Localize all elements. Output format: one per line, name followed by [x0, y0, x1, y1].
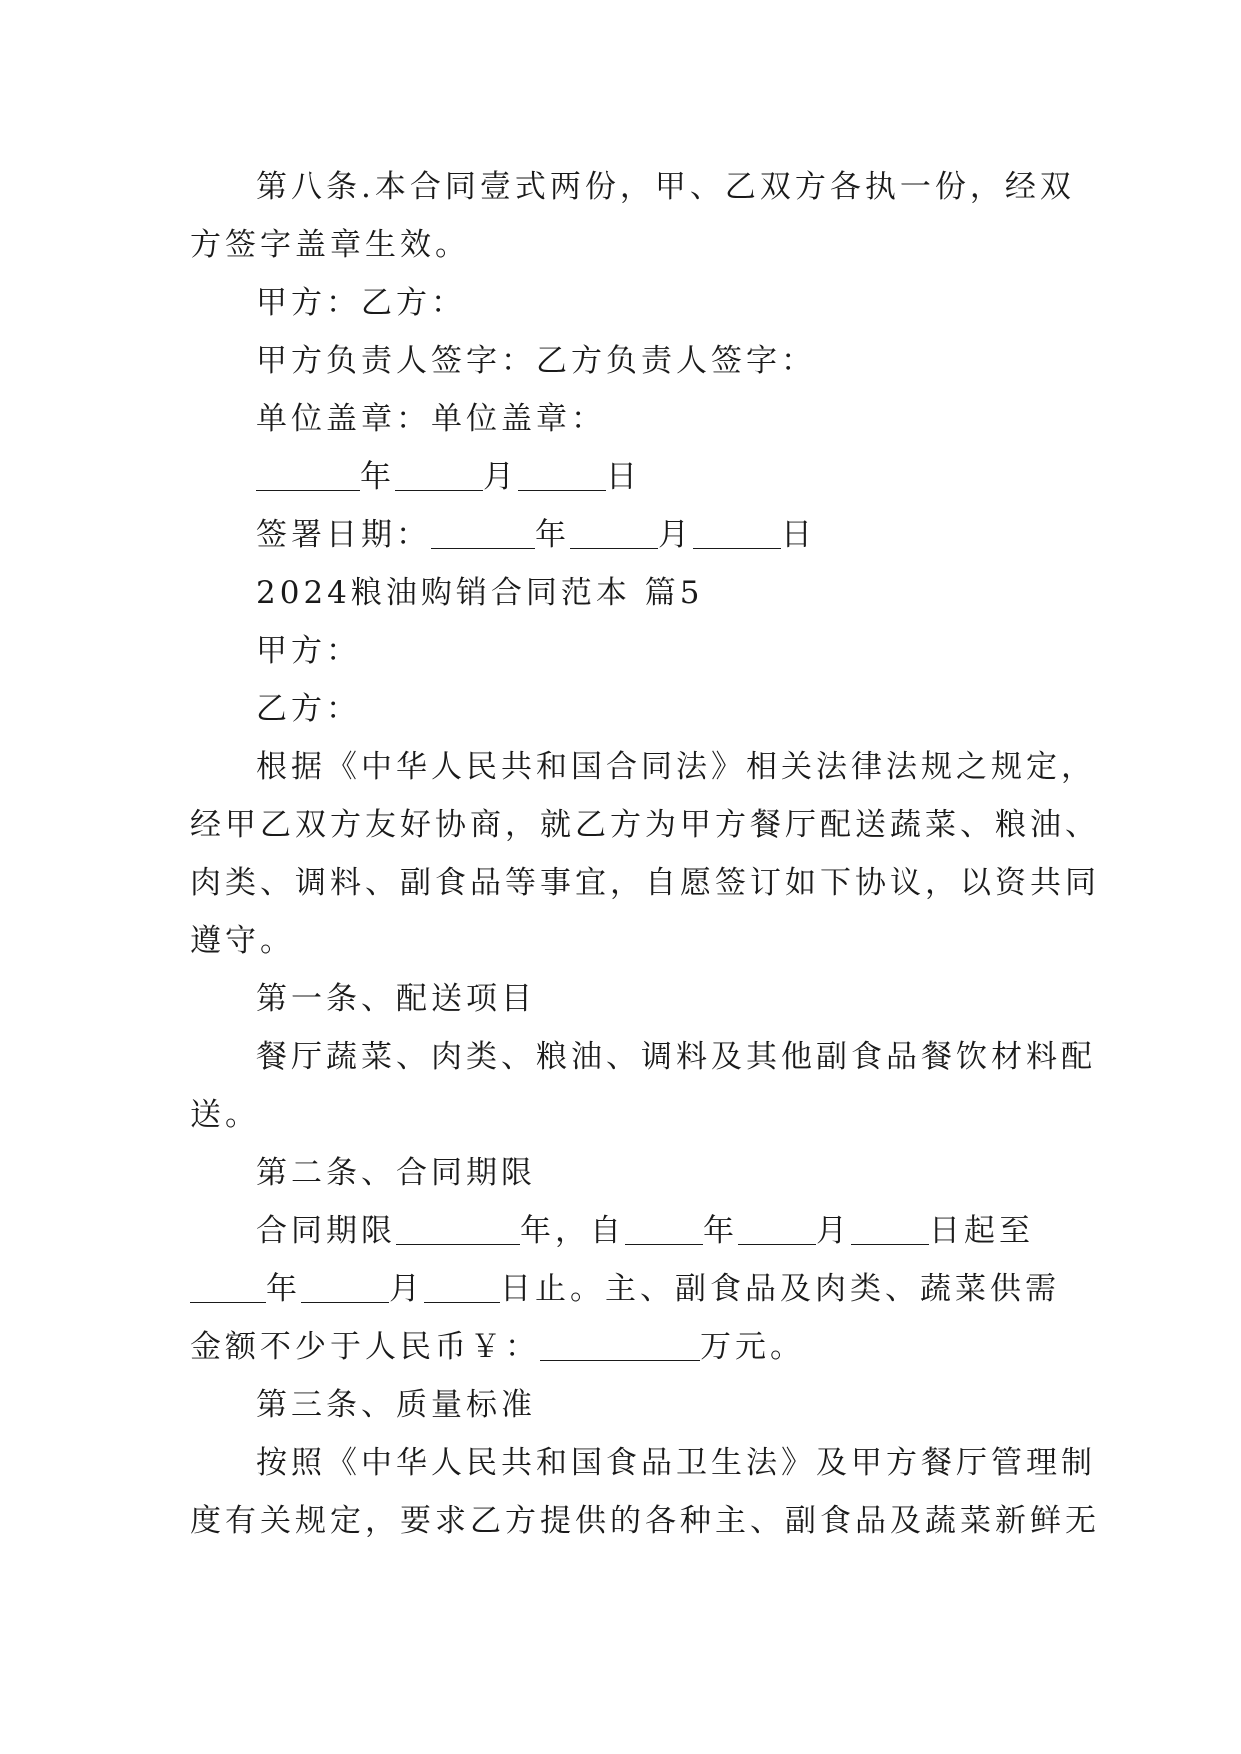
preamble-line-4	[190, 912, 1070, 970]
preamble-line-3	[190, 854, 1100, 912]
blank-year	[256, 464, 360, 491]
blank-end-month	[301, 1276, 389, 1303]
text: 度有关规定，要求乙方提供的各种主、副食品及蔬菜新鲜无	[190, 1503, 1100, 1539]
article-1-line-2	[190, 1086, 1070, 1144]
text: 月	[483, 459, 518, 495]
text: 第八条.本合同壹式两份，甲、乙双方各执一份，经双	[256, 169, 1075, 205]
text: 年	[535, 517, 570, 553]
blank-month	[570, 522, 658, 549]
article-3-heading	[256, 1376, 1136, 1434]
text: 第三条、质量标准	[256, 1387, 536, 1423]
article-2-line-1	[256, 1202, 1136, 1260]
seal-labels	[256, 390, 1136, 448]
text: 方签字盖章生效。	[190, 227, 470, 263]
blank-start-month	[738, 1218, 816, 1245]
date-line	[256, 448, 1136, 506]
article-3-line-2	[190, 1492, 1100, 1550]
text: 遵守。	[190, 923, 295, 959]
text: 月	[389, 1271, 424, 1307]
text: 合同期限	[256, 1213, 396, 1249]
text: 乙方：	[256, 691, 361, 727]
article-3-line-1	[256, 1434, 1136, 1492]
text: 送。	[190, 1097, 260, 1133]
text: 月	[816, 1213, 851, 1249]
preamble-line-2	[190, 796, 1100, 854]
article-2-line-2	[190, 1260, 1070, 1318]
party-labels	[256, 274, 1136, 332]
text: 甲方负责人签字：乙方负责人签字：	[256, 343, 816, 379]
blank-month	[395, 464, 483, 491]
article-2-line-3	[190, 1318, 1070, 1376]
text: 年	[266, 1271, 301, 1307]
text: 签署日期：	[256, 517, 431, 553]
section-title	[256, 564, 1136, 622]
blank-year	[431, 522, 535, 549]
text: 根据《中华人民共和国合同法》相关法律法规之规定，	[256, 749, 1096, 785]
text: 日止。主、副食品及肉类、蔬菜供需	[500, 1271, 1060, 1307]
article-1-heading	[256, 970, 1136, 1028]
blank-end-year	[190, 1276, 266, 1303]
article-2-heading	[256, 1144, 1136, 1202]
party-b-label	[256, 680, 1136, 738]
text: 按照《中华人民共和国食品卫生法》及甲方餐厅管理制	[256, 1445, 1096, 1481]
text: 年	[703, 1213, 738, 1249]
blank-start-year	[625, 1218, 703, 1245]
blank-years	[396, 1218, 520, 1245]
text: 甲方：	[256, 633, 361, 669]
blank-start-day	[851, 1218, 929, 1245]
text: 肉类、调料、副食品等事宜，自愿签订如下协议，以资共同	[190, 865, 1100, 901]
blank-day	[693, 522, 781, 549]
text: 餐厅蔬菜、肉类、粮油、调料及其他副食品餐饮材料配	[256, 1039, 1096, 1075]
text: 经甲乙双方友好协商，就乙方为甲方餐厅配送蔬菜、粮油、	[190, 807, 1100, 843]
signature-labels	[256, 332, 1136, 390]
text: 单位盖章：单位盖章：	[256, 401, 606, 437]
text: 2024粮油购销合同范本 篇5	[256, 575, 704, 611]
text: 万元。	[700, 1329, 805, 1365]
text: 日	[781, 517, 816, 553]
signing-date-line	[256, 506, 1136, 564]
article-1-line-1	[256, 1028, 1136, 1086]
text: 金额不少于人民币￥：	[190, 1329, 540, 1365]
article-8-line-1	[256, 158, 1136, 216]
blank-end-day	[424, 1276, 500, 1303]
text: 日起至	[929, 1213, 1034, 1249]
article-8-line-2	[190, 216, 1070, 274]
preamble-line-1	[256, 738, 1136, 796]
party-a-label	[256, 622, 1136, 680]
text: 第一条、配送项目	[256, 981, 536, 1017]
text: 月	[658, 517, 693, 553]
text: 甲方：乙方：	[256, 285, 466, 321]
blank-amount	[540, 1334, 700, 1361]
text: 日	[606, 459, 641, 495]
text: 年	[360, 459, 395, 495]
text: 第二条、合同期限	[256, 1155, 536, 1191]
text: 年，自	[520, 1213, 625, 1249]
blank-day	[518, 464, 606, 491]
